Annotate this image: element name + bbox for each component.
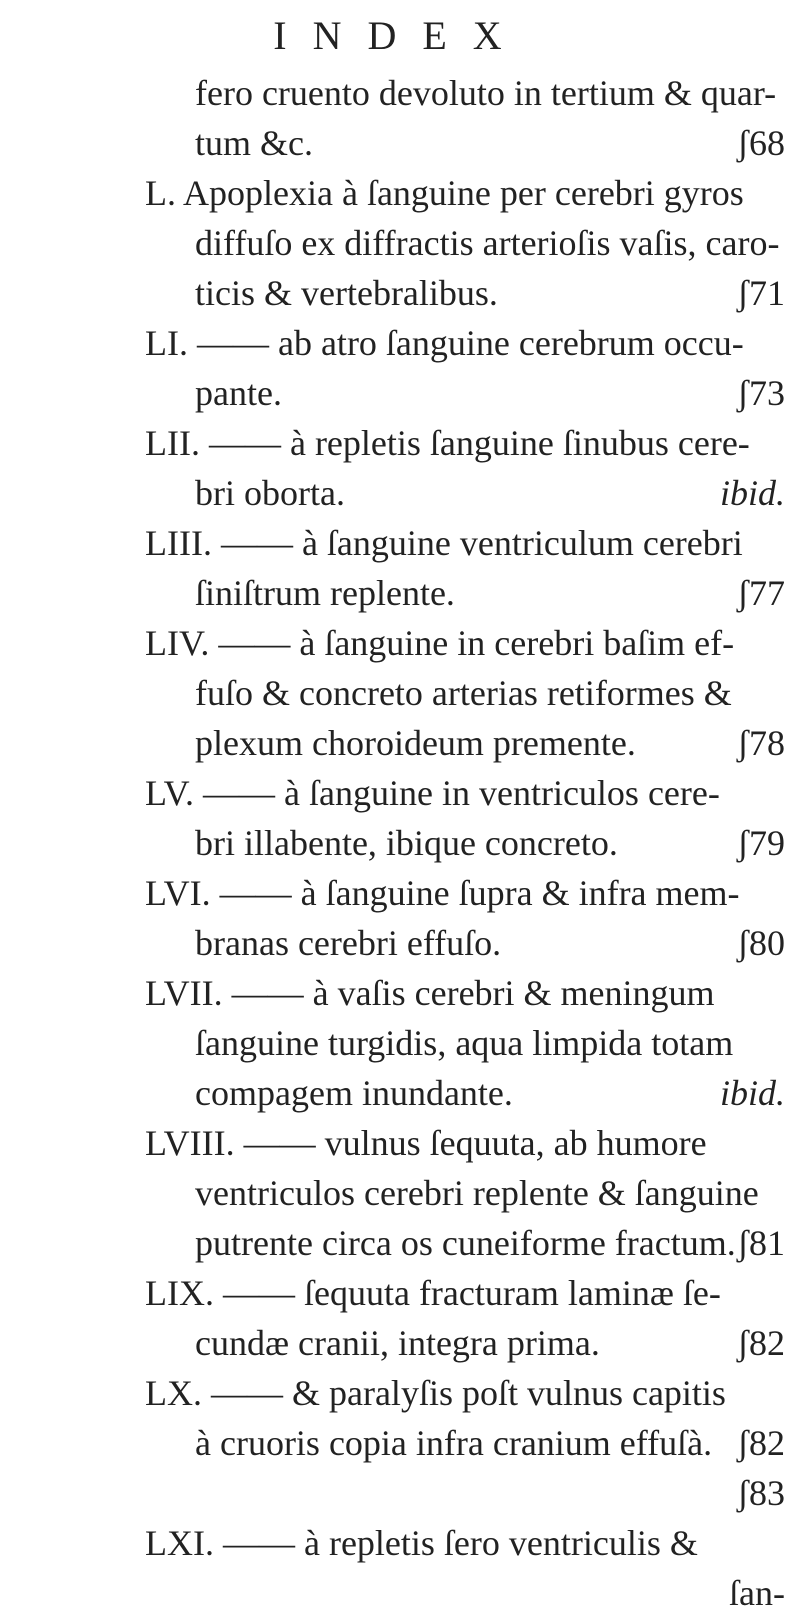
index-line-text: bri oborta. [195,473,345,513]
index-line-text: LVI. —— à ſanguine ſupra & infra mem- [145,873,740,913]
index-line-text: LIV. —— à ſanguine in cerebri baſim ef- [145,623,735,663]
page-reference: ʃ81 [737,1223,785,1263]
page-reference: ʃ82 [737,1323,785,1363]
index-line [145,418,785,468]
index-line [195,468,785,518]
index-line-text: LI. —— ab atro ſanguine cerebrum occu- [145,323,744,363]
page-reference: ʃ78 [737,723,785,763]
index-line-text: ſanguine turgidis, aqua limpida totam [195,1023,734,1063]
index-line-text: LVIII. —— vulnus ſequuta, ab humore [145,1123,707,1163]
index-line [195,668,785,718]
index-line-text: diffuſo ex diffractis arterioſis vaſis, caro- [195,223,780,263]
index-line-text: L. Apoplexia à ſanguine per cerebri gyros [145,173,744,213]
index-line [145,618,785,668]
index-line-text: ſiniſtrum replente. [195,573,455,613]
index-line [195,218,785,268]
index-line [195,68,785,118]
page-reference: ibid. [719,473,785,513]
index-line [195,268,785,318]
index-line-text: LX. —— & paralyſis poſt vulnus capitis [145,1373,726,1413]
index-line [195,118,785,168]
index-line [145,318,785,368]
index-line-text: fuſo & concreto arterias retiformes & [195,673,732,713]
index-line [195,918,785,968]
index-line [195,1418,785,1468]
index-line-text: pante. [195,373,282,413]
index-line [195,718,785,768]
index-text-block [145,68,785,1618]
index-line-text: plexum choroideum premente. [195,723,636,763]
index-line [195,1168,785,1218]
index-line [195,1318,785,1368]
index-line [195,1568,785,1618]
index-line [145,1268,785,1318]
index-line [195,818,785,868]
index-line-text: cundæ cranii, integra prima. [195,1323,600,1363]
index-line [145,1118,785,1168]
index-line [195,1068,785,1118]
index-line-text: ventriculos cerebri replente & ſanguine [195,1173,759,1213]
index-line [145,1518,785,1568]
index-line-text: LV. —— à ſanguine in ventriculos cere- [145,773,720,813]
index-line [145,518,785,568]
index-line-text: tum &c. [195,123,313,163]
index-line [195,1468,785,1518]
index-line-text: branas cerebri effuſo. [195,923,502,963]
index-line-text: putrente circa os cuneiforme fractum. [195,1223,736,1263]
index-line [145,1368,785,1418]
index-line-text: compagem inundante. [195,1073,513,1113]
page-reference: ʃ68 [737,123,785,163]
page-reference: ʃ79 [737,823,785,863]
index-line-text: LIII. —— à ſanguine ventriculum cerebri [145,523,743,563]
index-line-text: à cruoris copia infra cranium effuſà. [195,1423,713,1463]
index-line [195,1218,785,1268]
index-line-text: fero cruento devoluto in tertium & quar- [195,73,777,113]
index-line [195,568,785,618]
index-line-text: bri illabente, ibique concreto. [195,823,618,863]
index-line [145,768,785,818]
page-header: INDEX [273,13,528,58]
page-reference: ʃ83 [737,1473,785,1513]
page-reference: ʃ73 [737,373,785,413]
index-line-text: LXI. —— à repletis ſero ventriculis & [145,1523,698,1563]
page-reference: ſan- [729,1573,785,1613]
page-reference: ʃ82 [737,1423,785,1463]
index-line [145,968,785,1018]
index-line [145,168,785,218]
index-line [195,1018,785,1068]
index-line-text: ticis & vertebralibus. [195,273,498,313]
index-line-text: LVII. —— à vaſis cerebri & meningum [145,973,715,1013]
page-reference: ʃ71 [737,273,785,313]
index-line [195,368,785,418]
index-line [145,868,785,918]
index-line-text: LII. —— à repletis ſanguine ſinubus cere- [145,423,750,463]
page-reference: ʃ77 [737,573,785,613]
page-reference: ibid. [719,1073,785,1113]
index-line-text: LIX. —— ſequuta fracturam laminæ ſe- [145,1273,721,1313]
page-reference: ʃ80 [737,923,785,963]
